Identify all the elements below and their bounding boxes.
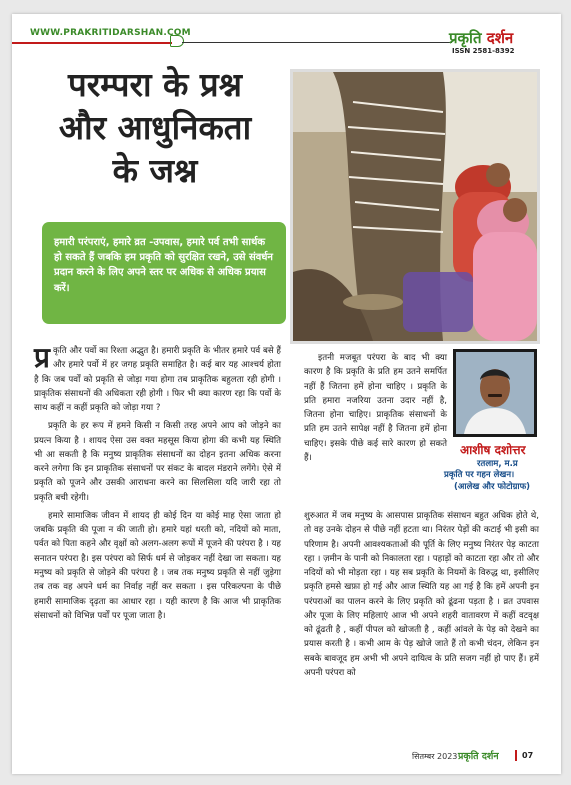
paragraph-text: कृति और पर्वो का रिश्ता अद्भुत है। हमारी प्रकृति के भीतर हमारे पर्व बसे हैं और हमारे पर्वो में हर जगह प्रकृति समाहित है। कई बार यह आश्चर्य होता है कि जब पर्वों को प्रकृति से जोड़ा गया होगा तब प्राकृतिक बहुलता रही होगी । प्राकृतिक संसाधनों की अधिकता रही होगी । फिर भी क्या कारण रहा कि पर्वो के साथ कहीं न कहीं प्रकृति को जोड़ा गया ? <box>34 346 281 414</box>
title-line: के जश्न <box>112 150 198 190</box>
paragraph: शुरुआत में जब मनुष्य के आसपास प्राकृतिक संसाधन बहुत अधिक होते थे, तो वह उनके दोहन से पीछे नहीं हटता था। निरंतर पेड़ों की कटाई भी इसी का परिणाम है। अपनी आवश्यकताओं की पूर्ति के लिए मनुष्य निरंतर पेड़ काटता रहा । ज़मीन के पानी को निकालता रहा । पहाड़ों को काटता रहा और तो और नदियों को भी मोड़ता रहा । यह सब प्रकृति के नियमों के विरुद्ध था, इसीलिए प्रकृति हमसे खफ़ा हो गई और आज स्थिति यह आ गई है कि हमें अपनी इन परंपराओं का पालन करने के लिए प्रकृति को ढूंढना पड़ता है । व्रत उपवास और पूजा के लिए महिलाएं आज भी अपने शहरी वातावरण में कहीं वटवृक्ष को ढूंढती है , कहीं पीपल को खोजती है , कहीं आंवले के पेड़ को देखने का प्रयास करती है । कभी आम के पेड़ खोजे जाते हैं तो कभी चंदन, लेकिन इन सबके बावजूद हम अभी भी अपने दायित्व के प्रति सजग नहीं हो पाए हैं। हमें अपनी परंपरा को <box>304 511 539 678</box>
author-credit: (आलेख और फोटोग्राफ) <box>454 482 531 492</box>
author-location: रतलाम, म.प्र <box>477 459 518 469</box>
logo-word-1: प्रकृति <box>449 29 482 47</box>
pull-quote: हमारी परंपराएं, हमारे व्रत -उपवास, हमारे पर्व तभी सार्थक हो सकते हैं जबकि हम प्रकृति को सुरक्षित रखने, उसे संवर्धन प्रदान करने के लिए अपने स्तर पर अधिक से अधिक प्रयास करें। <box>42 222 286 324</box>
pen-icon <box>170 35 184 47</box>
logo-word-2: दर्शन <box>486 29 514 47</box>
author-role: प्रकृति पर गहन लेखन। <box>444 470 515 480</box>
author-name: आशीष दशोत्तर <box>460 443 526 457</box>
paragraph <box>34 341 281 415</box>
article-title <box>30 64 280 193</box>
issn: ISSN 2581-8392 <box>452 47 515 55</box>
magazine-page <box>12 14 561 774</box>
issue-date: सितम्बर 2023 <box>412 752 458 761</box>
magazine-logo <box>449 28 513 48</box>
title-line: परम्परा के प्रश्न <box>68 65 242 104</box>
header-rule-red <box>12 42 172 44</box>
right-column-top <box>304 351 447 469</box>
title-line: और आधुनिकता <box>58 107 252 147</box>
page-number: 07 <box>522 751 534 760</box>
article-photo <box>290 69 540 344</box>
footer-divider <box>515 750 517 761</box>
left-column <box>34 341 281 627</box>
paragraph: इतनी मजबूत परंपरा के बाद भी क्या कारण है कि प्रकृति के प्रति हम उतने समर्पित नहीं हैं जितना हमें होना चाहिए । प्रकृति के प्रति हमारा नजरिया उतना उदार नहीं है, जितना होना चाहिए। प्राकृतिक संसाधनों के प्रति हम उतने सापेक्ष नहीं है जितना हमें होना चाहिए। इसके पीछे कई सारे कारण हो सकते हैं। <box>304 353 447 463</box>
paragraph: हमारे सामाजिक जीवन में शायद ही कोई दिन या कोई माह ऐसा जाता हो जबकि प्रकृति की पूजा न की जाती हो। हमारे यहां धरती को, नदियों को माता, पर्वत को पिता कहने और वृक्षों को अलग-अलग रूपों में पूजने की परंपरा है । यह सनातन परंपरा है। इस परंपरा को सिर्फ धर्म से जोड़कर नहीं देखा जा सकता। यह मनुष्य को प्रकृति से जोड़ने की परंपरा है । जब तक मनुष्य प्रकृति से नहीं जुड़ेगा तब तक वह अपने धर्म का निर्वाह नहीं कर सकता । इस परिकल्पना के पीछे हमारी सामाजिक दृढ़ता का आधार रहा । यही कारण है कि आज भी प्राकृतिक संसाधनों को विभिन्न पर्वों पर पूजा जाता है। <box>34 510 281 621</box>
website-url[interactable]: WWW.PRAKRITIDARSHAN.COM <box>30 28 191 38</box>
paragraph: प्रकृति के हर रूप में हमने किसी न किसी तरह अपने आप को जोड़ने का प्रयत्न किया है । शायद ऐसा उस वक्त महसूस किया होगा की कभी यह स्थिति भी आ सकती है कि मनुष्य प्राकृतिक संसाधनों का दोहन इतना अधिक करना करने लगेगा कि इन प्राकृतिक संसाधनों पर संकट के बादल मंडराने लगेंगे। ऐसे में प्रकृति को पूजने और उसकी आराधना करने का सिलसिला यदि जारी रहा तो प्रकृति बची रहेगी। <box>34 421 281 503</box>
header-rule <box>182 42 452 43</box>
author-photo <box>453 349 537 437</box>
right-column <box>304 509 539 684</box>
drop-cap: प्र <box>34 341 50 374</box>
footer-logo: प्रकृति दर्शन <box>458 751 499 762</box>
